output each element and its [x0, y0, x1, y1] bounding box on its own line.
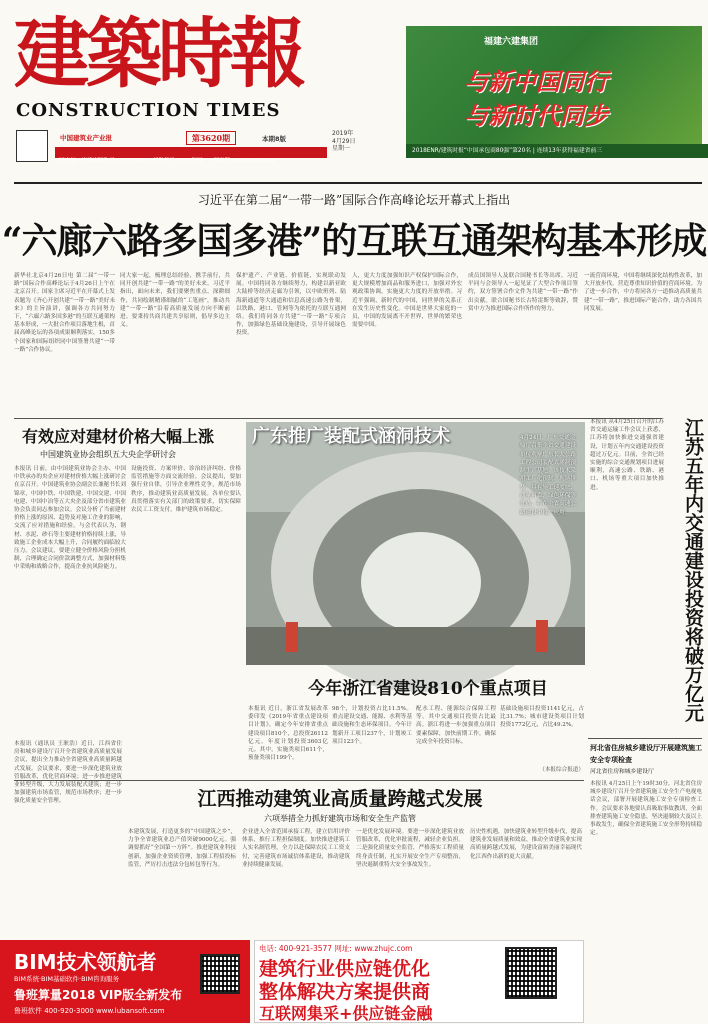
story3-source: （本报综合报道）: [539, 767, 584, 773]
bim-ad-footer: 鲁班软件 400-920-3000 www.lubansoft.com: [14, 1007, 165, 1015]
photo-headline: 广东推广装配式涵洞技术: [252, 426, 450, 447]
zhu-ad-line-3: 互联网集采+供应链金融: [259, 1004, 433, 1023]
lead-col-5: 成员国领导人及联合国秘书长等出席。习近平同与会领导人一起见证了大型合作项目签约，双方签署合作文件为共建“一带一路”作出贡献。联合国秘书长古特雷斯等致辞，赞赏中方为推进国际合作所作的努力。: [468, 273, 578, 312]
masthead-divider: [14, 182, 702, 184]
story4-headline: 江苏五年内交通建设投资将破万亿元: [682, 418, 704, 722]
story3-col-4: 基础设施项目投资1141亿元，占比31.7%；城市建设类项目计划投资1772亿元，占比49.2%。: [500, 706, 584, 729]
lead-col-4: 人，更大力度加强知识产权保护国际合作，更大规模增加商品和服务进口，加强对外宏观政策协调，实施更大力度的开放举措。习近平强调，新时代的中国，同世界的关系正在发生历史性变化。中国是世界大家庭的一员，中国的发展离不开世界，世界的繁荣也需要中国。: [352, 273, 462, 329]
story2-col-2: 设施投资、方案审价、诊治经济纠纷、价格监管措施等方面交流经验。会议提出，要加强行业自律，引导企业理性竞争，规范市场秩序，推动建筑业高质量发展。各单位要认真贯彻落实有关部门的政策要求，切实保障农民工工资支付，维护建筑市场稳定。: [131, 466, 241, 514]
masthead-title-en: CONSTRUCTION TIMES: [16, 100, 281, 121]
masthead-title-cn: 建築時報: [14, 9, 302, 98]
story5-subhead: 六项举措全力抓好建筑市场和安全生产监管: [264, 814, 416, 823]
story3-col-2: 98个，计划投资占比11.5%。重点建设交通、能源、水利等基础设施和生态环保项目。今年计划新开工项目237个，计划竣工项目123个。: [332, 706, 412, 745]
advert-fujian-liujian: [406, 26, 702, 158]
story5-col-1: 本报讯（通讯员 王耿浩）近日，江西省住房和城乡建设厅召开全省建筑业高质量发展会议，提出全力推动全省建筑业高质量跨越式发展。会议要求，要进一步深化建筑业放管服改革，优化营商环境；进一步推进建筑业转型升级，大力发展装配式建筑；进一步加强建筑市场监管，规范市场秩序；进一步强化质量安全管理。: [14, 741, 122, 805]
issue-number: 第3620期: [186, 131, 236, 145]
date-month-day: 4月29日: [332, 137, 356, 145]
story5-col-2: 本建筑发展，打造更多的“中国建筑之乡”，力争全省建筑业总产值突破9000亿元。强调要抓好“全国第一方阵”。推进建筑业科技创新，加强企业资质管理，加强工程招投标监管，严厉打击违法分包转包等行为。: [128, 829, 236, 868]
story6-headline: 河北省住房城乡建设厅开展建筑施工安全专项检查: [590, 743, 702, 764]
bim-ad-subtitle: BIM系统·BIM基础软件·BIM咨询服务: [14, 975, 120, 983]
story5-col-4: 一是优化发展环境。要进一步深化建筑业放管服改革，优化审批流程，减轻企业负担。二是强化质量安全监管，严格落实工程质量终身责任制，扎实开展安全生产专项整治，坚决遏制重特大安全事故发生。: [356, 829, 464, 868]
date-year: 2019年: [332, 130, 354, 137]
story6-subhead: 河北省住房和城乡建设厅: [590, 769, 654, 775]
lead-col-3: 保护遗产、产业链、价值链，实现联动发展。中国将同各方继续努力，构建以新亚欧大陆桥等经济走廊为引领，以中欧班列、陆海新通道等大通道和信息高速公路为骨架，以铁路、港口、管网等为依托的互联互通网络。我们将同各方共建“一带一路”专项合作，加强绿色基础设施建设，引导开展绿色投资。: [236, 273, 346, 337]
page-count: 本期8版: [262, 135, 287, 143]
lead-kicker: 习近平在第二届“一带一路”国际合作高峰论坛开幕式上指出: [197, 193, 511, 207]
zhu-ad-line-1: 建筑行业供应链优化: [259, 958, 431, 980]
story4-body: 本报讯 从4月25日召开的江苏省交通运输工作会议上获悉，江苏将加快推进交通强省建设，计划五年内交通建设投资超过万亿元。目前，全省已经实施的综合交通规划项目进展顺利，高速公路、铁路、港口、机场等重大项目加快推进。: [590, 419, 664, 491]
story5-col-5: 历史性机遇，加快建筑业转型升级步伐，提高建筑业发展质量和效益，推动全省建筑业实现高质量跨越式发展，为建设富裕美丽幸福现代化江西作出新的更大贡献。: [470, 829, 582, 860]
qr-code-icon: [505, 947, 557, 999]
zhu-ad-line-2: 整体解决方案提供商: [259, 981, 431, 1003]
advert-slogan-2: 与新时代同步: [464, 101, 608, 130]
publication-info-bar: [55, 147, 327, 164]
issue-date: [332, 130, 370, 160]
story5-headline: 江西推动建筑业高质量跨越式发展: [197, 788, 483, 810]
lead-col-2: 同大家一起，梳理总结经验，携手前行，共同开创共建“一带一路”的美好未来。习近平指出，面向未来，我们要聚焦重点、深耕细作，共同绘制精谨细腻的“工笔画”，推动共建“一带一路”沿着高质量发展方向不断前进。要秉持共商共建共享原则，倡导多边主义。: [120, 273, 230, 329]
story2-col-1: 本报讯 日前，由中国建筑业协会主办、中国中铁承办的央企应对建材价格大幅上涨研讨会在京召开。中国建筑业协会副会长兼秘书长刘锦章，中国中铁、中国铁建、中国交建、中国电建、中国中冶等五大央企及部分省市建筑业协会负责同志参加会议。会议分析了当前建材价格上涨的原因、趋势及对施工企业的影响，交流了应对措施和经验。与会代表认为，钢材、水泥、砂石等主要建材价格持续上涨，导致施工企业成本大幅上升，合同履约面临较大压力。会议建议，要建立健全价格风险分担机制，合理确定合同价款调整方式，加强材料集中采购和战略合作，提高企业抗风险能力。: [14, 466, 126, 571]
lead-headline: “六廊六路多国多港”的互联互通架构基本形成: [1, 220, 707, 262]
advert-zhujc: [254, 940, 584, 1023]
section-divider: [14, 418, 662, 419]
story2-headline: 有效应对建材价格大幅上涨: [22, 427, 215, 446]
sponsor-line: 中国建筑业产业报: [60, 134, 112, 142]
story3-col-1: 本报讯 近日，浙江省发展改革委印发《2019年省重点建设项目计划》，确定今年安排省重点建设项目810个，总投资26112亿元，年度计划投资3603亿元。其中，实施类项目611个，预备类项目199个。: [248, 706, 328, 762]
bim-ad-title: BIM技术领航者: [14, 950, 157, 974]
bim-ad-promo: 鲁班算量2018 VIP版全新发布: [14, 988, 183, 1002]
advert-brand: 福建六建集团: [484, 37, 539, 47]
qr-code-icon: [16, 130, 48, 162]
publication-info-text: 国内统一连续出版物号 CN 31-0051 邮发代号 3-82 每周一、四出版 www.jzsbs.com: [59, 158, 276, 164]
story6-body: 本报讯 4月25日上午19时30分，河北省住房城乡建设厅召开全省建筑施工安全生产电视电话会议，部署开展建筑施工安全专项检查工作。会议要求各地要认真吸取事故教训，全面排查建筑施工安全隐患，坚决遏制较大及以上事故发生，确保全省建筑施工安全形势持续稳定。: [590, 781, 702, 837]
advert-luban-bim: [0, 940, 250, 1023]
zhu-ad-contact: 电话: 400-921-3577 网址: www.zhujc.com: [259, 944, 413, 953]
story3-headline: 今年浙江省建设810个重点项目: [308, 679, 548, 699]
story2-subhead: 中国建筑业协会组织五大央企学研讨会: [40, 450, 176, 459]
advert-slogan-1: 与新中国同行: [464, 67, 608, 96]
story3-col-3: 配水工程、能源综合保障工程等。其中交通项目投资占比最高。浙江将进一步加强重点项目要素保障，加快前期工作，确保完成全年投资目标。: [416, 706, 496, 745]
advert-footer: 2018ENR/建筑时报“中国承包商80强”第20名 | 连续13年获得福建省前三: [406, 144, 708, 158]
qr-code-icon: [200, 954, 240, 994]
lead-col-1: 新华社北京4月26日电 第二届“一带一路”国际合作高峰论坛于4月26日上午在北京召开。国家主席习近平在开幕式上发表题为《齐心开创共建“一带一路”美好未来》的主旨演讲，强调各方共同努力下，“六廊六路多国多港”的互联互通架构基本形成，一大批合作项目落地生根，首届高峰论坛的各项成果顺利落实，150多个国家和国际组织同中国签署共建“一带一路”合作协议。: [14, 273, 115, 353]
photo-caption: 4月24日，广东交通运输厅召集全省交通建设单位观摩广东长大公路工程公司装配式涵洞预制生产基地。该技术采用工厂化预制、现场拼装，具有施工速度快、质量可靠、绿色环保等优点，将在全省高速公路建设中推广应用。: [520, 435, 576, 516]
section-divider: [588, 738, 702, 739]
date-weekday: 星期一: [332, 145, 351, 152]
story5-col-3: 企业进入全省范围承接工程，建立信用评价体系，推行工程担保制度。加快推进建筑工人实名制管理，全力以赴保障农民工工资支付，完善建筑市场诚信体系建设，推动建筑业持续健康发展。: [242, 829, 350, 868]
lead-col-6: 一流营商环境，中国将继续深化结构性改革，加大开放步伐，营造尊重知识价值的营商环境。为了进一步合作，中方将同各方一道推动高质量共建“一带一路”，推进国际产能合作，助力各国共同发展。: [584, 273, 702, 312]
